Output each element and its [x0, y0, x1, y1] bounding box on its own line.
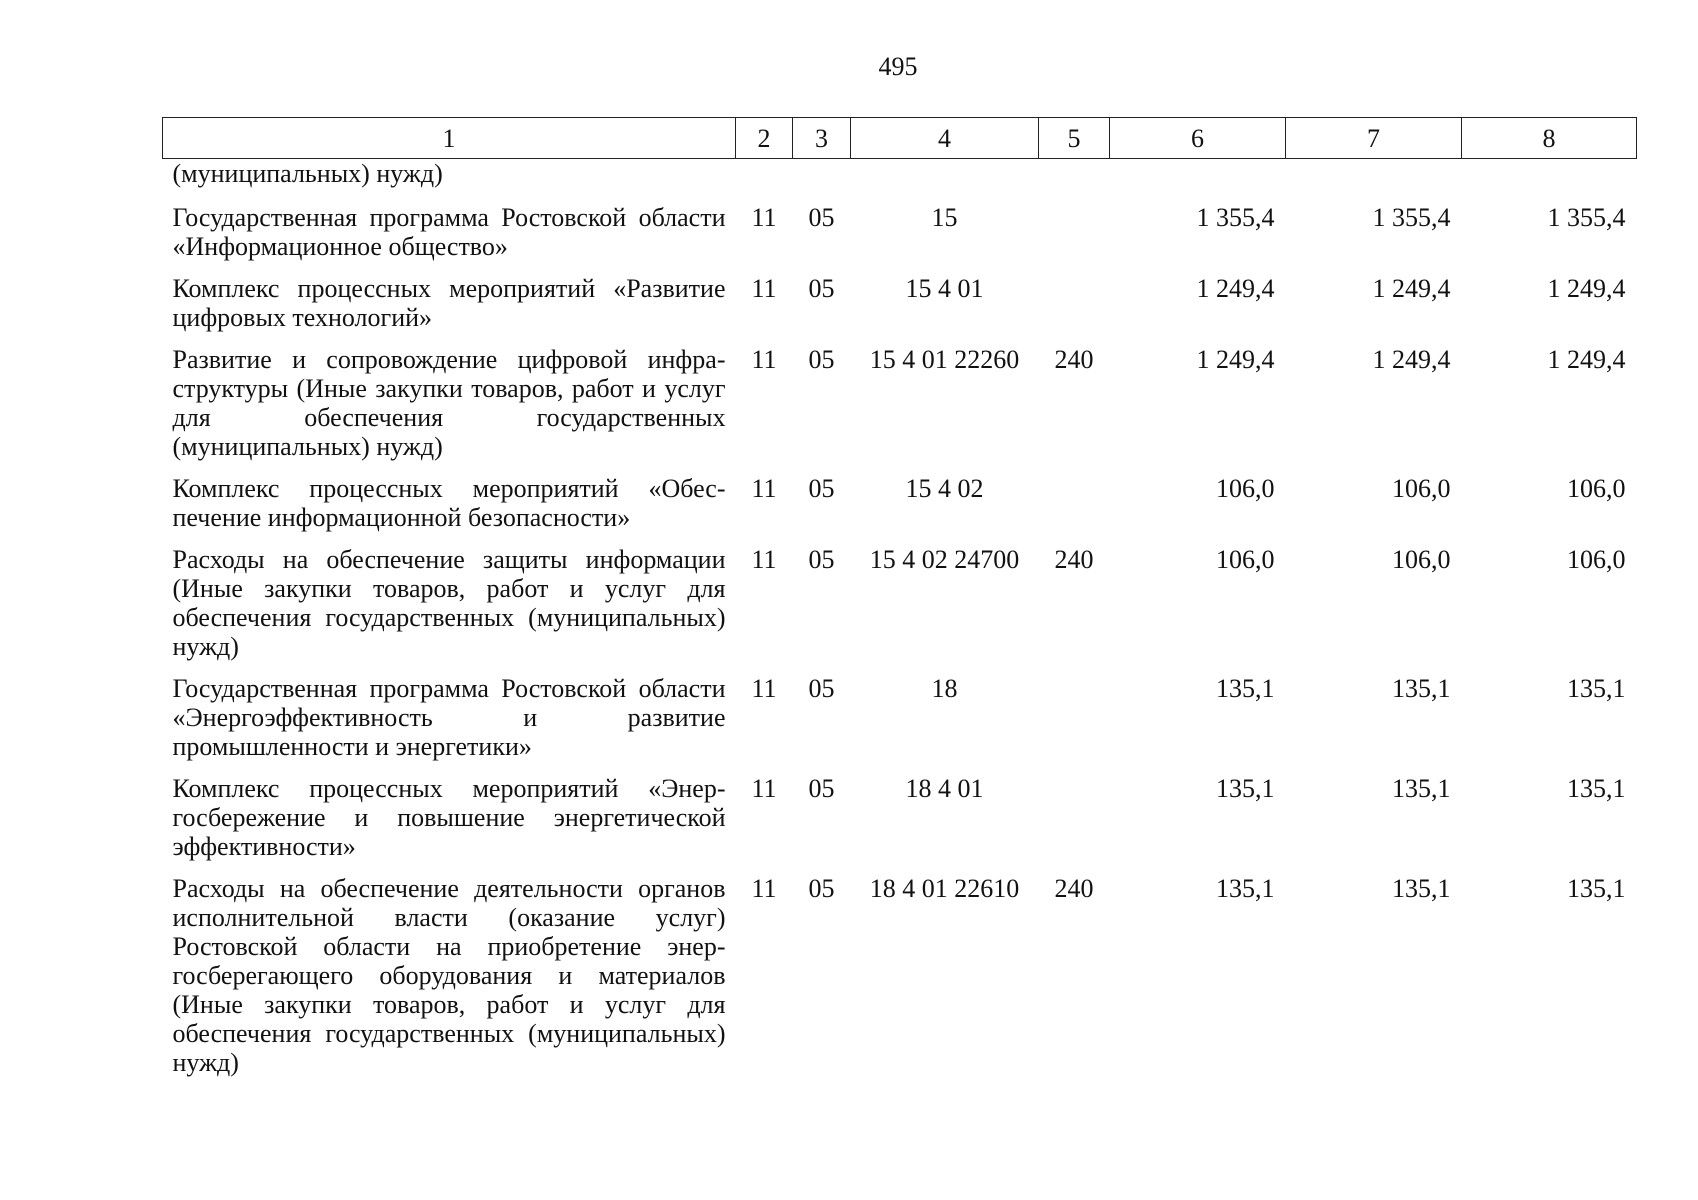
empty-cell: [1039, 159, 1110, 204]
row-subsection: 05: [808, 774, 835, 803]
row-amount-col7: 135,1: [1392, 774, 1451, 803]
row-target-article: 18 4 01 22610: [869, 874, 1020, 903]
table-row: [163, 545, 1637, 674]
empty-cell: [1110, 159, 1286, 204]
row-subsection: 05: [808, 545, 835, 574]
row-description: Государственная программа Ростовской области «Информационное общество»: [172, 203, 726, 261]
header-col-7: 7: [1286, 118, 1462, 159]
row-amount-col7: 106,0: [1392, 474, 1451, 503]
row-amount-col6: 135,1: [1216, 774, 1275, 803]
row-amount-col8: 106,0: [1567, 474, 1626, 503]
row-amount-col8: 135,1: [1567, 874, 1626, 903]
table-body: [163, 159, 1637, 1091]
row-description: Развитие и сопровождение цифровой инфраструктуры (Иные закупки товаров, работ и услуг для обеспечения государственных (муниципальных) нужд): [172, 345, 726, 461]
header-row: [163, 118, 1637, 159]
header-col-2: 2: [736, 118, 793, 159]
row-amount-col8: 135,1: [1567, 774, 1626, 803]
empty-cell: [793, 159, 851, 204]
table-row: [163, 674, 1637, 774]
header-col-3: 3: [793, 118, 851, 159]
table-row: [163, 203, 1637, 274]
empty-cell: [851, 159, 1039, 204]
budget-table-container: [162, 117, 1636, 1090]
row-amount-col6: 135,1: [1216, 874, 1275, 903]
row-amount-col6: 135,1: [1216, 674, 1275, 703]
budget-table: [162, 117, 1637, 1090]
row-subsection: 05: [808, 874, 835, 903]
row-expense-type: [1039, 474, 1110, 545]
row-target-article: 15: [931, 203, 958, 232]
row-expense-type: [1039, 203, 1110, 274]
empty-cell: [736, 159, 793, 204]
row-expense-type: 240: [1054, 545, 1094, 574]
page-number: 495: [878, 52, 918, 81]
row-amount-col7: 106,0: [1392, 545, 1451, 574]
continuation-text: (муниципальных) нужд): [172, 159, 443, 188]
row-amount-col7: 1 249,4: [1372, 274, 1451, 303]
row-section: 11: [751, 674, 777, 703]
row-expense-type: [1039, 774, 1110, 874]
empty-cell: [1462, 159, 1637, 204]
row-section: 11: [751, 545, 777, 574]
row-amount-col6: 1 355,4: [1196, 203, 1275, 232]
header-col-5: 5: [1039, 118, 1110, 159]
row-section: 11: [751, 874, 777, 903]
row-amount-col6: 106,0: [1216, 474, 1275, 503]
row-target-article: 15 4 02 24700: [869, 545, 1020, 574]
row-expense-type: 240: [1054, 874, 1094, 903]
header-col-1: 1: [163, 118, 736, 159]
header-col-4: 4: [851, 118, 1039, 159]
row-amount-col8: 1 249,4: [1547, 345, 1626, 374]
row-target-article: 15 4 02: [905, 474, 984, 503]
row-subsection: 05: [808, 474, 835, 503]
row-description: Расходы на обеспечение защиты информации (Иные закупки товаров, работ и услуг для обеспечения государственных (муниципальных) нужд): [172, 545, 726, 661]
row-target-article: 15 4 01 22260: [869, 345, 1020, 374]
row-amount-col8: 1 355,4: [1547, 203, 1626, 232]
row-amount-col7: 135,1: [1392, 674, 1451, 703]
row-description: Государственная программа Ростовской области «Энергоэффективность и развитие промышленности и энергетики»: [172, 674, 726, 761]
row-description: Комплекс процессных мероприятий «Обеспечение информационной безопасности»: [172, 474, 726, 532]
row-subsection: 05: [808, 274, 835, 303]
row-section: 11: [751, 474, 777, 503]
table-row: [163, 774, 1637, 874]
empty-cell: [1286, 159, 1462, 204]
header-col-6: 6: [1110, 118, 1286, 159]
row-amount-col7: 1 249,4: [1372, 345, 1451, 374]
row-section: 11: [751, 345, 777, 374]
row-section: 11: [751, 274, 777, 303]
row-section: 11: [751, 203, 777, 232]
row-amount-col8: 1 249,4: [1547, 274, 1626, 303]
row-expense-type: 240: [1054, 345, 1094, 374]
row-amount-col6: 1 249,4: [1196, 345, 1275, 374]
row-expense-type: [1039, 274, 1110, 345]
row-description: Комплекс процессных мероприятий «Развитие цифровых технологий»: [172, 274, 726, 332]
header-col-8: 8: [1462, 118, 1637, 159]
table-row: [163, 274, 1637, 345]
row-target-article: 18: [931, 674, 958, 703]
row-amount-col8: 135,1: [1567, 674, 1626, 703]
row-subsection: 05: [808, 203, 835, 232]
row-target-article: 18 4 01: [905, 774, 984, 803]
row-section: 11: [751, 774, 777, 803]
table-header: [163, 118, 1637, 159]
row-target-article: 15 4 01: [905, 274, 984, 303]
row-subsection: 05: [808, 674, 835, 703]
row-amount-col7: 135,1: [1392, 874, 1451, 903]
row-amount-col8: 106,0: [1567, 545, 1626, 574]
row-subsection: 05: [808, 345, 835, 374]
row-description: Комплекс процессных мероприятий «Энергосбережение и повышение энергетической эффективности»: [172, 774, 726, 861]
table-row: [163, 874, 1637, 1090]
table-row: [163, 345, 1637, 474]
row-description: Расходы на обеспечение деятельности органов исполнительной власти (оказание услуг) Ростовской области на приобретение энергосберегающего оборудования и материалов (Иные закупки товаров, работ и услуг для обеспечения государственных (муниципальных) нужд): [172, 874, 726, 1077]
row-amount-col6: 106,0: [1216, 545, 1275, 574]
table-row: [163, 474, 1637, 545]
row-amount-col7: 1 355,4: [1372, 203, 1451, 232]
row-amount-col6: 1 249,4: [1196, 274, 1275, 303]
continuation-row: [163, 159, 1637, 204]
row-expense-type: [1039, 674, 1110, 774]
